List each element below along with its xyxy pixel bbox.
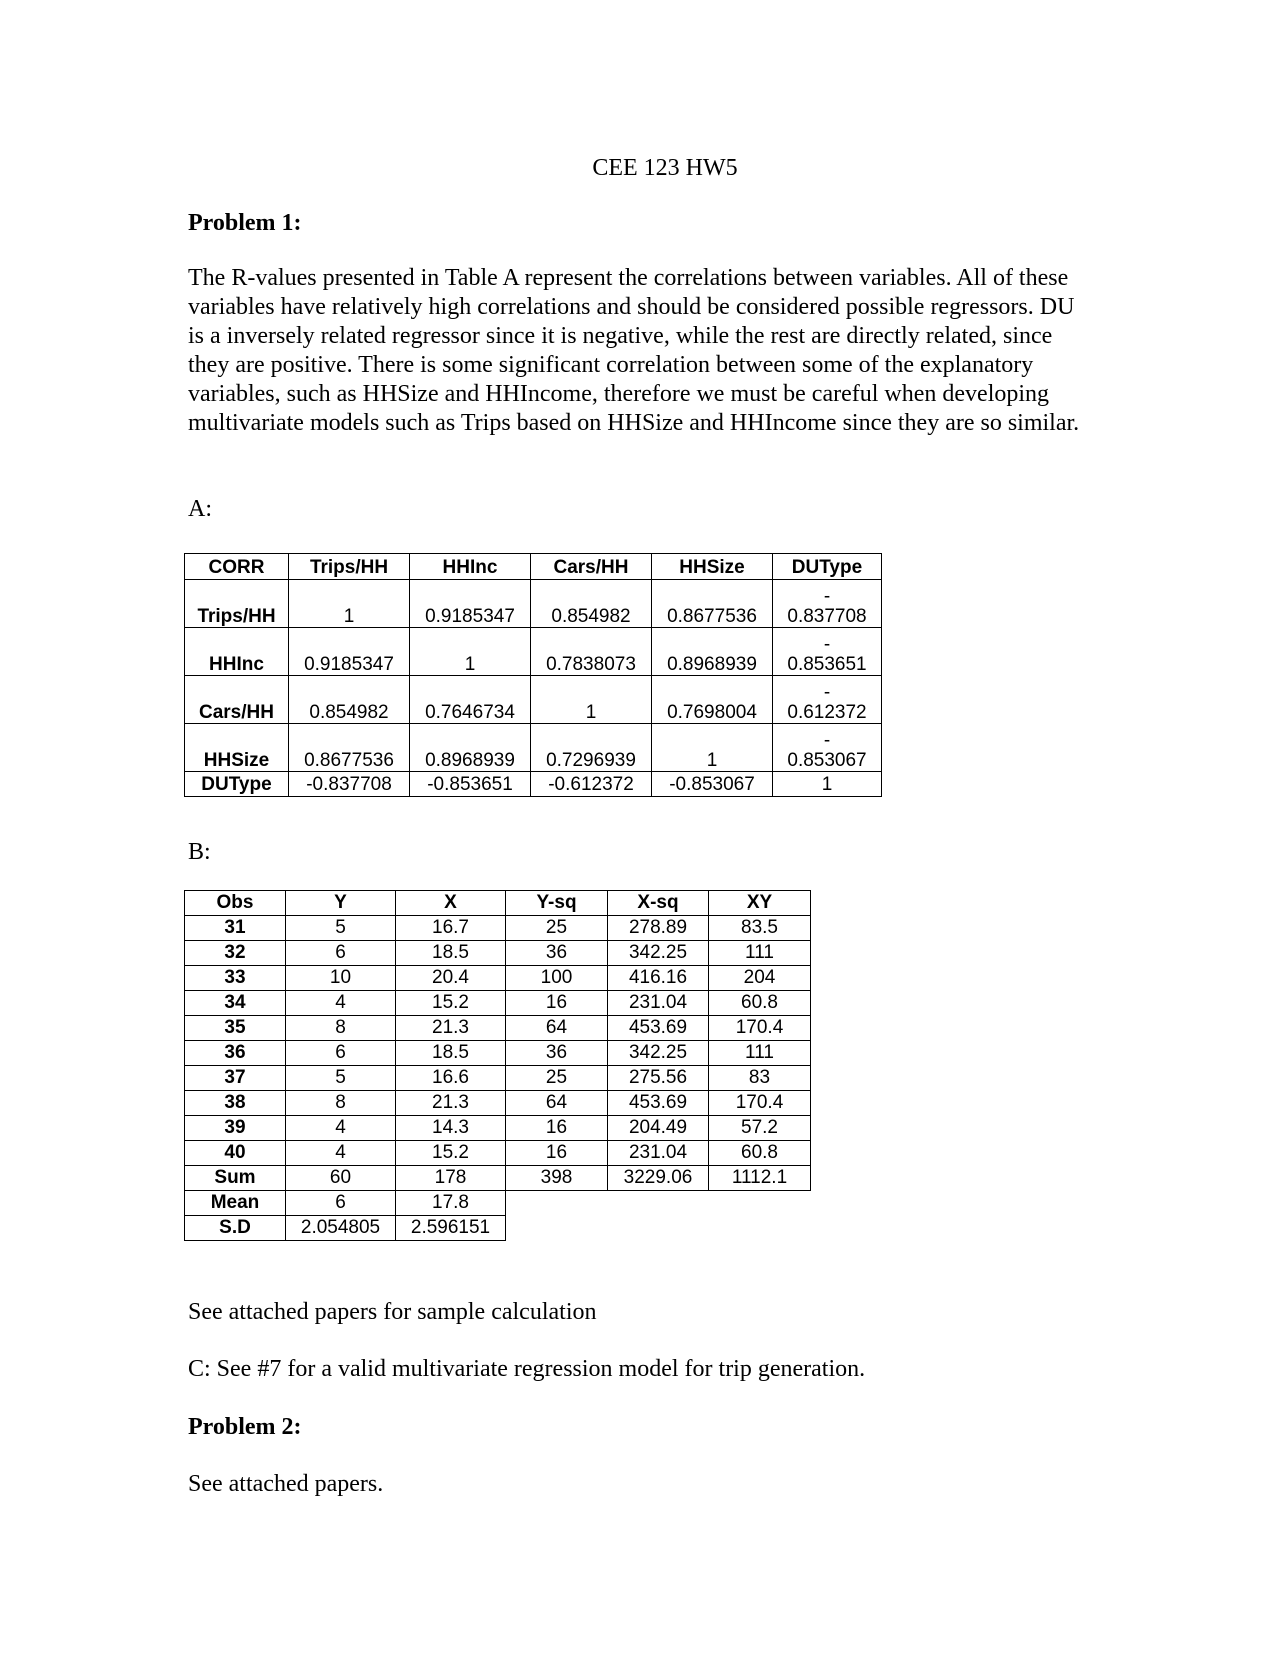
page-title: CEE 123 HW5 xyxy=(592,155,738,181)
table-cell: 111 xyxy=(709,941,811,966)
empty-cell xyxy=(709,1191,811,1216)
table-cell: 4 xyxy=(286,1141,396,1166)
table-b-header: X xyxy=(396,891,506,916)
part-c-text: C: See #7 for a valid multivariate regression model for trip generation. xyxy=(188,1356,866,1382)
table-row xyxy=(185,991,811,1016)
table-a-row-label: Cars/HH xyxy=(185,676,289,724)
table-cell: 20.4 xyxy=(396,966,506,991)
table-cell: 0.8968939 xyxy=(410,724,531,772)
table-cell: 0.9185347 xyxy=(410,580,531,628)
table-b-header: Y-sq xyxy=(506,891,608,916)
table-cell: 3229.06 xyxy=(608,1166,709,1191)
table-cell: 25 xyxy=(506,1066,608,1091)
table-cell: -0.837708 xyxy=(289,772,410,797)
obs-cell: 34 xyxy=(185,991,286,1016)
empty-cell xyxy=(709,1216,811,1241)
table-cell: 204.49 xyxy=(608,1116,709,1141)
table-cell: 231.04 xyxy=(608,1141,709,1166)
obs-cell: 38 xyxy=(185,1091,286,1116)
sd-label: S.D xyxy=(185,1216,286,1241)
table-cell: 4 xyxy=(286,991,396,1016)
table-cell: 1112.1 xyxy=(709,1166,811,1191)
table-row xyxy=(185,628,882,676)
table-cell: 170.4 xyxy=(709,1016,811,1041)
minus-sign: - xyxy=(823,682,831,703)
table-row xyxy=(185,941,811,966)
table-cell: 8 xyxy=(286,1091,396,1116)
minus-sign: - xyxy=(823,730,831,751)
table-cell: -0.853651 xyxy=(410,772,531,797)
sum-label: Sum xyxy=(185,1166,286,1191)
obs-cell: 33 xyxy=(185,966,286,991)
table-cell: 1 xyxy=(531,676,652,724)
obs-cell: 36 xyxy=(185,1041,286,1066)
table-row xyxy=(185,1141,811,1166)
table-cell xyxy=(773,724,882,772)
table-cell: 398 xyxy=(506,1166,608,1191)
table-row xyxy=(185,1016,811,1041)
table-cell: 6 xyxy=(286,1041,396,1066)
table-cell: 111 xyxy=(709,1041,811,1066)
table-row xyxy=(185,1116,811,1141)
table-cell: 342.25 xyxy=(608,941,709,966)
table-cell: 0.8677536 xyxy=(652,580,773,628)
table-row xyxy=(185,772,882,797)
table-cell: 1 xyxy=(652,724,773,772)
table-cell: 64 xyxy=(506,1091,608,1116)
table-cell: 1 xyxy=(289,580,410,628)
table-cell: -0.853067 xyxy=(652,772,773,797)
sample-calculation-note: See attached papers for sample calculation xyxy=(188,1299,597,1325)
table-cell: 6 xyxy=(286,941,396,966)
obs-cell: 35 xyxy=(185,1016,286,1041)
table-cell: 0.7698004 xyxy=(652,676,773,724)
table-cell: 5 xyxy=(286,1066,396,1091)
table-cell: 6 xyxy=(286,1191,396,1216)
table-row xyxy=(185,1091,811,1116)
table-cell: 16 xyxy=(506,1116,608,1141)
table-row xyxy=(185,580,882,628)
table-cell: 1 xyxy=(773,772,882,797)
label-b: B: xyxy=(188,839,211,865)
table-cell: 100 xyxy=(506,966,608,991)
table-a-header: HHInc xyxy=(410,554,531,580)
table-b-header: Y xyxy=(286,891,396,916)
table-a-row-label: Trips/HH xyxy=(185,580,289,628)
table-cell xyxy=(773,580,882,628)
table-cell: 5 xyxy=(286,916,396,941)
table-cell: 17.8 xyxy=(396,1191,506,1216)
table-cell: 178 xyxy=(396,1166,506,1191)
empty-cell xyxy=(608,1191,709,1216)
table-cell: 60.8 xyxy=(709,991,811,1016)
table-b-header: Obs xyxy=(185,891,286,916)
obs-cell: 40 xyxy=(185,1141,286,1166)
table-cell: 0.7296939 xyxy=(531,724,652,772)
obs-cell: 32 xyxy=(185,941,286,966)
obs-cell: 37 xyxy=(185,1066,286,1091)
table-cell: 16 xyxy=(506,991,608,1016)
observation-table xyxy=(184,890,811,1241)
cell-value: 0.853651 xyxy=(787,654,867,675)
table-cell xyxy=(773,628,882,676)
correlation-table xyxy=(184,553,882,797)
table-b-header: X-sq xyxy=(608,891,709,916)
table-cell: 8 xyxy=(286,1016,396,1041)
table-a-row-label: HHSize xyxy=(185,724,289,772)
table-cell: 453.69 xyxy=(608,1016,709,1041)
empty-cell xyxy=(506,1191,608,1216)
table-row xyxy=(185,966,811,991)
table-cell xyxy=(773,676,882,724)
table-cell: 2.596151 xyxy=(396,1216,506,1241)
table-cell: 170.4 xyxy=(709,1091,811,1116)
problem-2-text: See attached papers. xyxy=(188,1471,384,1497)
table-cell: 0.8677536 xyxy=(289,724,410,772)
table-row xyxy=(185,1041,811,1066)
minus-sign: - xyxy=(823,586,831,607)
table-cell: -0.612372 xyxy=(531,772,652,797)
obs-cell: 39 xyxy=(185,1116,286,1141)
cell-value: 0.612372 xyxy=(787,702,867,723)
empty-cell xyxy=(506,1216,608,1241)
obs-cell: 31 xyxy=(185,916,286,941)
table-cell: 18.5 xyxy=(396,941,506,966)
problem-1-heading: Problem 1: xyxy=(188,210,302,236)
table-a-row-label: DUType xyxy=(185,772,289,797)
problem-2-heading: Problem 2: xyxy=(188,1414,302,1440)
table-cell: 60.8 xyxy=(709,1141,811,1166)
table-cell: 0.9185347 xyxy=(289,628,410,676)
table-cell: 57.2 xyxy=(709,1116,811,1141)
mean-label: Mean xyxy=(185,1191,286,1216)
table-cell: 16.6 xyxy=(396,1066,506,1091)
table-cell: 10 xyxy=(286,966,396,991)
table-cell: 60 xyxy=(286,1166,396,1191)
table-cell: 204 xyxy=(709,966,811,991)
problem-1-paragraph: The R-values presented in Table A represent the correlations between variables. All of these variables have relatively high correlations and should be considered possible regressors. DU is a inversely related regressor since it is negative, while the rest are directly related, since they are positive. There is some significant correlation between some of the explanatory variables, such as HHSize and HHIncome, therefore we must be careful when developing multivariate models such as Trips based on HHSize and HHIncome since they are so similar. xyxy=(188,265,1080,436)
table-cell: 16 xyxy=(506,1141,608,1166)
table-a-header: Trips/HH xyxy=(289,554,410,580)
table-cell: 15.2 xyxy=(396,1141,506,1166)
table-cell: 416.16 xyxy=(608,966,709,991)
table-cell: 36 xyxy=(506,1041,608,1066)
table-cell: 231.04 xyxy=(608,991,709,1016)
table-cell: 0.8968939 xyxy=(652,628,773,676)
table-cell: 83 xyxy=(709,1066,811,1091)
table-cell: 2.054805 xyxy=(286,1216,396,1241)
table-cell: 25 xyxy=(506,916,608,941)
table-cell: 0.854982 xyxy=(289,676,410,724)
table-b-header: XY xyxy=(709,891,811,916)
empty-cell xyxy=(608,1216,709,1241)
table-cell: 64 xyxy=(506,1016,608,1041)
table-a-header: HHSize xyxy=(652,554,773,580)
table-a-row-label: HHInc xyxy=(185,628,289,676)
table-cell: 1 xyxy=(410,628,531,676)
table-row xyxy=(185,724,882,772)
table-cell: 342.25 xyxy=(608,1041,709,1066)
table-row xyxy=(185,916,811,941)
table-a-header: CORR xyxy=(185,554,289,580)
table-a-header: DUType xyxy=(773,554,882,580)
table-cell: 18.5 xyxy=(396,1041,506,1066)
table-a-header: Cars/HH xyxy=(531,554,652,580)
minus-sign: - xyxy=(823,634,831,655)
table-cell: 21.3 xyxy=(396,1091,506,1116)
table-cell: 0.854982 xyxy=(531,580,652,628)
table-cell: 278.89 xyxy=(608,916,709,941)
table-row xyxy=(185,1066,811,1091)
table-cell: 14.3 xyxy=(396,1116,506,1141)
sum-row xyxy=(185,1166,811,1191)
table-cell: 21.3 xyxy=(396,1016,506,1041)
table-cell: 36 xyxy=(506,941,608,966)
table-cell: 15.2 xyxy=(396,991,506,1016)
table-cell: 0.7646734 xyxy=(410,676,531,724)
table-row xyxy=(185,676,882,724)
table-cell: 16.7 xyxy=(396,916,506,941)
table-cell: 453.69 xyxy=(608,1091,709,1116)
table-cell: 275.56 xyxy=(608,1066,709,1091)
cell-value: 0.853067 xyxy=(787,750,867,771)
table-cell: 0.7838073 xyxy=(531,628,652,676)
table-cell: 83.5 xyxy=(709,916,811,941)
mean-row xyxy=(185,1191,811,1216)
cell-value: 0.837708 xyxy=(787,606,867,627)
table-cell: 4 xyxy=(286,1116,396,1141)
label-a: A: xyxy=(188,496,212,522)
sd-row xyxy=(185,1216,811,1241)
